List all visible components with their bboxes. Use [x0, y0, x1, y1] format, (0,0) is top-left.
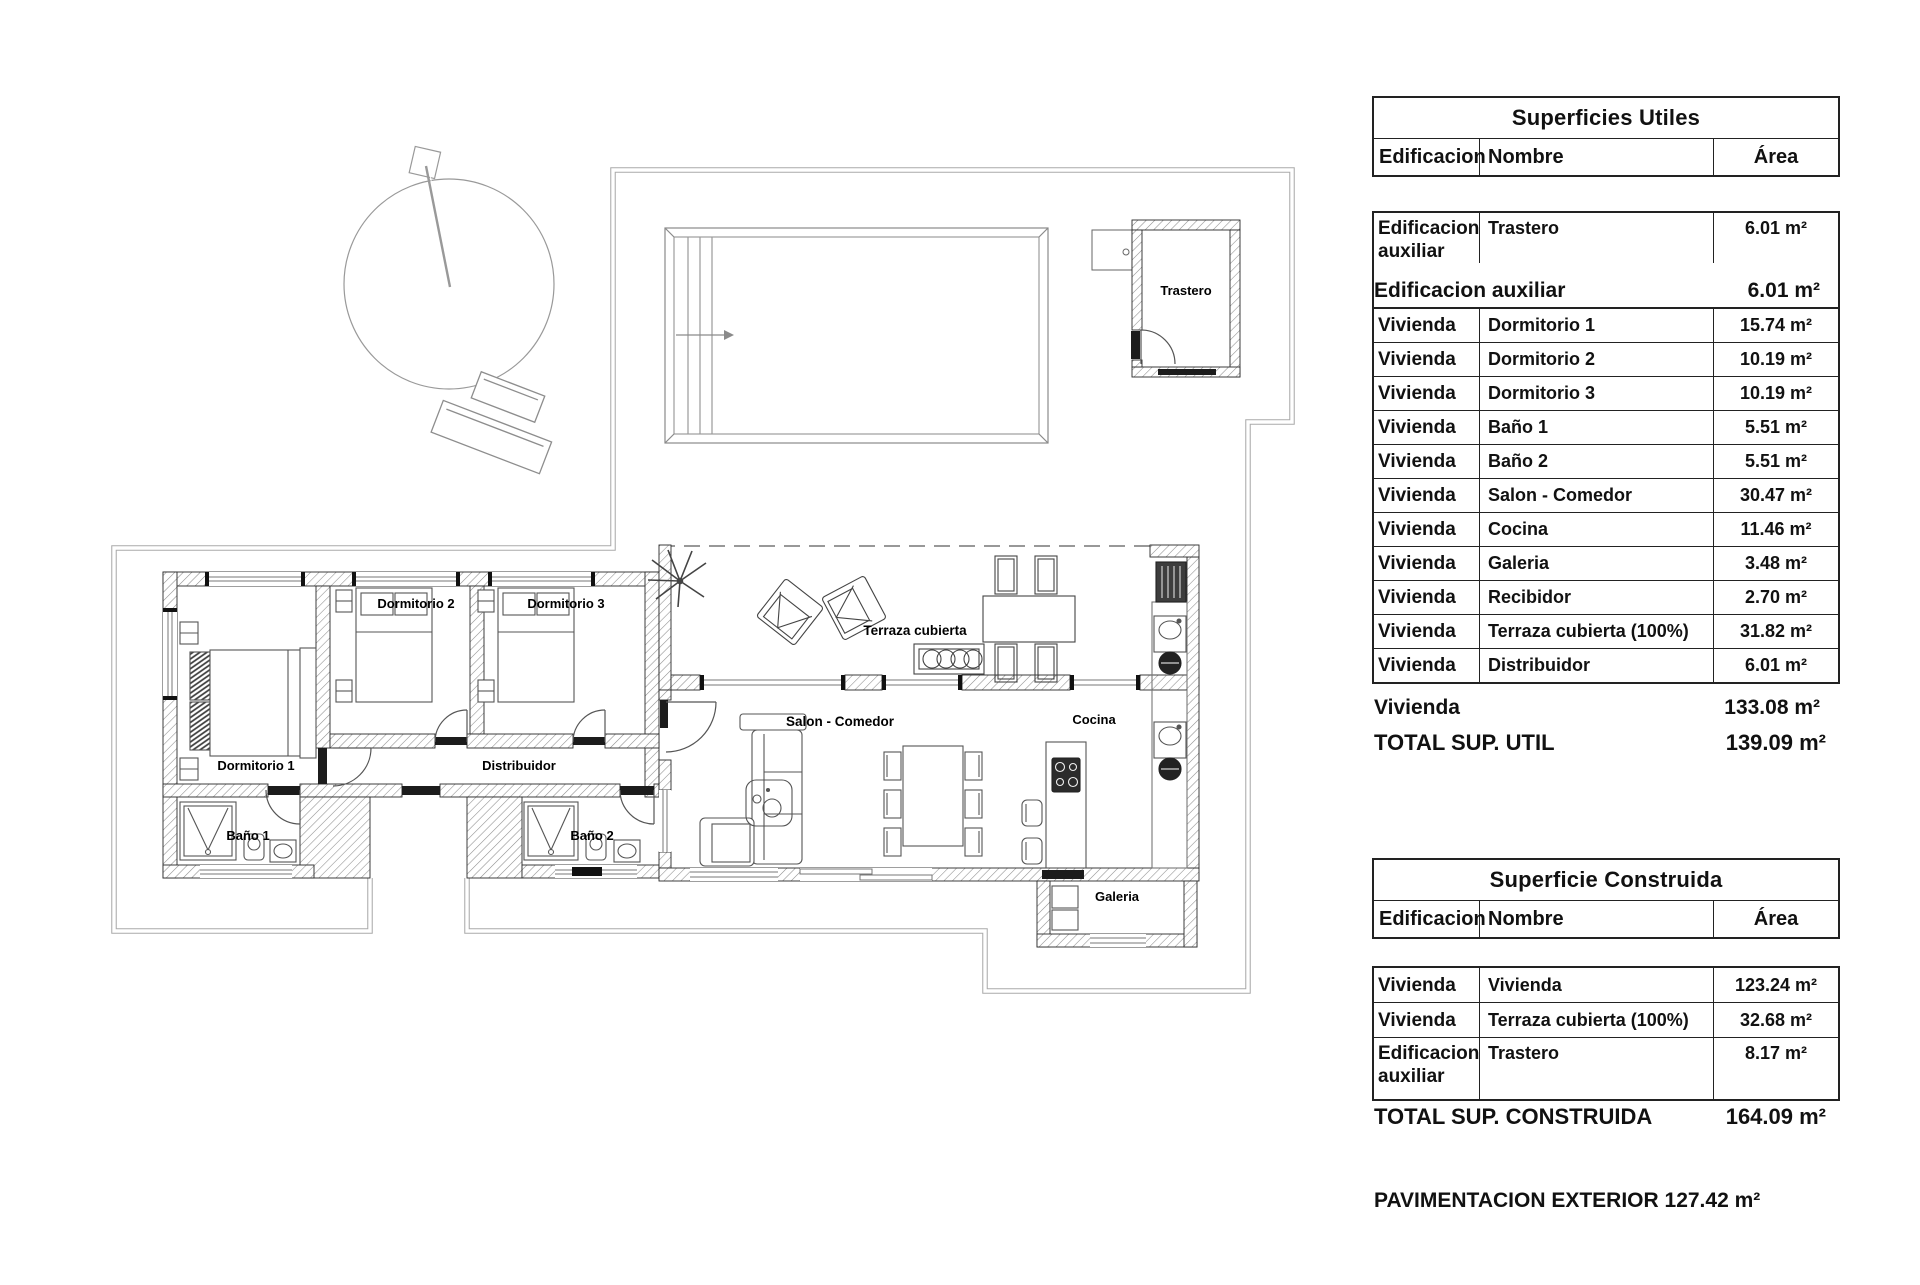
- col-header-area: Área: [1753, 145, 1799, 168]
- col-header-edificacion: Edificacion: [1374, 139, 1480, 175]
- kitchen-island: [1046, 742, 1086, 868]
- room-label-bano1: Baño 1: [226, 828, 270, 843]
- utiles-header-block: [1372, 96, 1840, 177]
- room-label-distribuidor: Distribuidor: [482, 758, 556, 773]
- construida-rows: Vivienda Vivienda 123.24 m² Vivienda Terraza cubierta (100%) 32.68 m² Edificacion auxiliar Trastero 8.17 m²: [1372, 966, 1840, 1101]
- total-sup-util: TOTAL SUP. UTIL 139.09 m²: [1374, 730, 1826, 755]
- construida-header-block: [1372, 858, 1840, 939]
- table-header-row: [1374, 139, 1838, 175]
- room-label-dormitorio2: Dormitorio 2: [377, 596, 455, 611]
- room-label-cocina: Cocina: [1072, 712, 1116, 727]
- summary-edificacion-auxiliar: Edificacion auxiliar 6.01 m²: [1374, 279, 1820, 302]
- pavimentacion-exterior-note: PAVIMENTACION EXTERIOR 127.42 m²: [1374, 1189, 1761, 1212]
- col-header-area: Área: [1753, 907, 1799, 930]
- summary-vivienda: Vivienda 133.08 m²: [1374, 696, 1820, 719]
- sunbeds: [431, 372, 551, 474]
- house: [163, 545, 1199, 947]
- room-label-dormitorio3: Dormitorio 3: [527, 596, 605, 611]
- table-header-row: [1374, 901, 1838, 937]
- dining-set: [884, 746, 982, 856]
- room-label-bano2: Baño 2: [570, 828, 614, 843]
- table-title: Superficie Construida: [1374, 860, 1838, 901]
- room-label-galeria: Galeria: [1094, 889, 1140, 904]
- swimming-pool: [665, 228, 1048, 443]
- parasol: [344, 146, 554, 389]
- room-label-dormitorio1: Dormitorio 1: [217, 758, 295, 773]
- room-label-terraza: Terraza cubierta: [863, 623, 967, 638]
- utiles-section1: Edificacion auxiliar Trastero 6.01 m²: [1372, 211, 1840, 323]
- room-label-trastero: Trastero: [1160, 283, 1212, 298]
- col-header-nombre: Nombre: [1480, 139, 1714, 175]
- col-header-edificacion: Edificacion: [1374, 901, 1480, 937]
- col-header-nombre: Nombre: [1480, 901, 1714, 937]
- room-label-salon: Salon - Comedor: [785, 714, 895, 729]
- utiles-section2: Vivienda Dormitorio 1 15.74 m² Vivienda Dormitorio 2 10.19 m² Vivienda Dormitorio 3 10.19 m² Vivienda Baño 1 5.51 m² Vivienda Baño 2 5.51 m² Vivienda Salon - Comedor 30.47 m² Vivienda Cocina 11.46 m² Vivienda Galeria 3.48 m² Vivienda Recibidor 2.70 m² Vivienda Terraza cubierta (100%) 31.82 m² Vivienda Distribuidor 6.01 m²: [1372, 307, 1840, 684]
- table-title: Superficies Utiles: [1374, 98, 1838, 139]
- trastero-building: [1092, 220, 1240, 377]
- total-sup-construida: TOTAL SUP. CONSTRUIDA 164.09 m²: [1374, 1104, 1826, 1129]
